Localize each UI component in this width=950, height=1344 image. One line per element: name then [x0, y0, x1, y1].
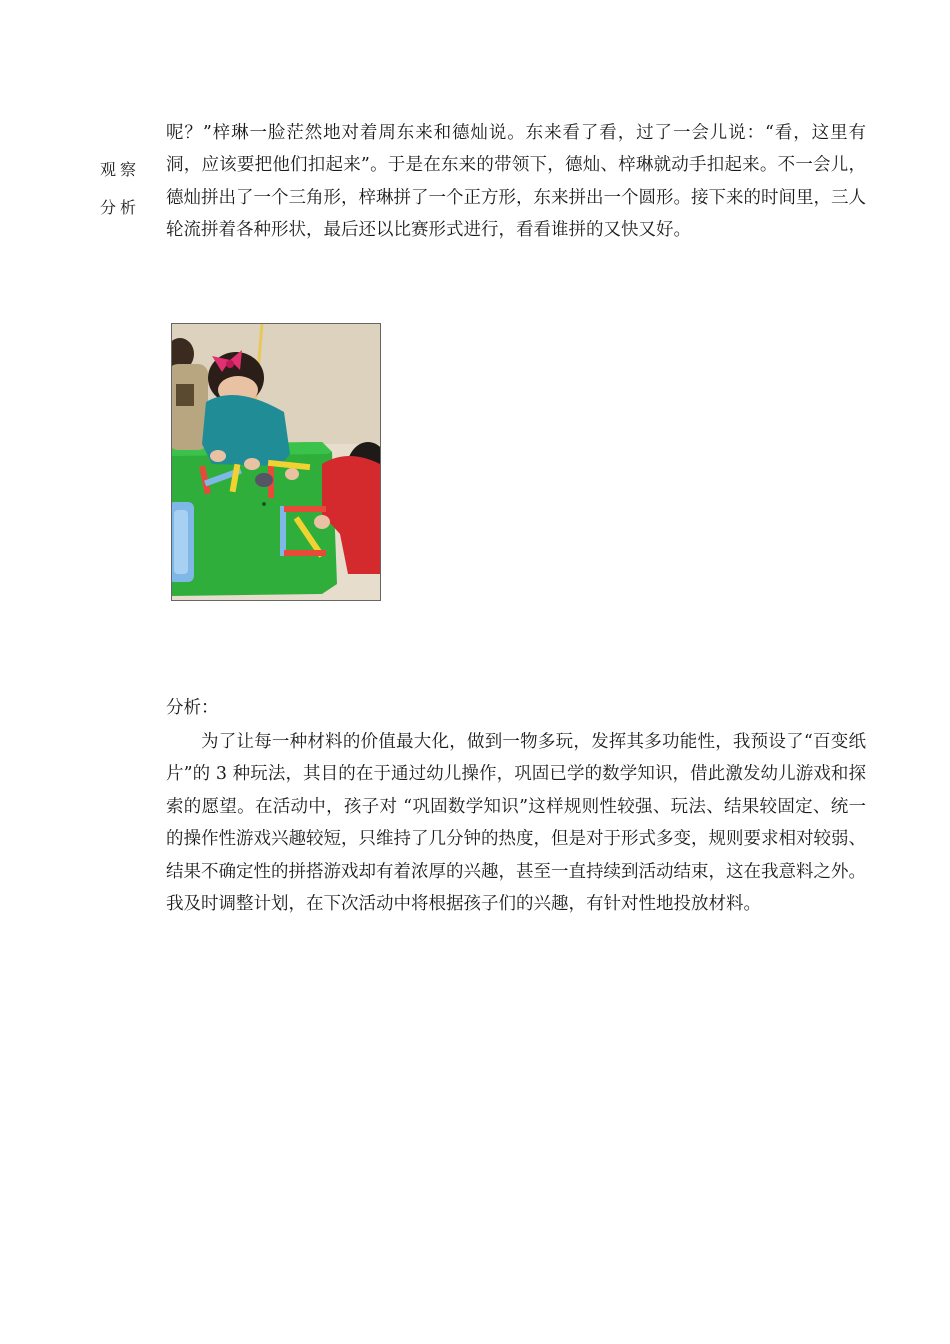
side-label-observe: 观察	[100, 160, 141, 179]
side-label-analyze: 分析	[100, 198, 141, 217]
activity-photo	[171, 323, 381, 601]
analysis-title: 分析：	[166, 698, 219, 718]
analysis-paragraph: 为了让每一种材料的价值最大化，做到一物多玩，发挥其多功能性，我预设了“百变纸片”的 3 种玩法，其目的在于通过幼儿操作，巩固已学的数学知识，借此激发幼儿游戏和探索的愿望。在活动中，孩子对 “巩固数学知识”这样规则性较强、玩法、结果较固定、统一的操作性游戏兴趣较短，只维持了几分钟的热度，但是对于形式多变，规则要求相对较弱、结果不确定性的拼搭游戏却有着浓厚的兴趣，甚至一直持续到活动结束，这在我意料之外。我及时调整计划，在下次活动中将根据孩子们的兴趣，有针对性地投放材料。	[166, 732, 866, 915]
observation-paragraph: 呢？”梓琳一脸茫然地对着周东来和德灿说。东来看了看，过了一会儿说：“看，这里有洞，应该要把他们扣起来”。于是在东来的带领下，德灿、梓琳就动手扣起来。不一会儿，德灿拼出了一个三角形，梓琳拼了一个正方形，东来拼出一个圆形。接下来的时间里，三人轮流拼着各种形状，最后还以比赛形式进行，看看谁拼的又快又好。	[166, 123, 866, 241]
